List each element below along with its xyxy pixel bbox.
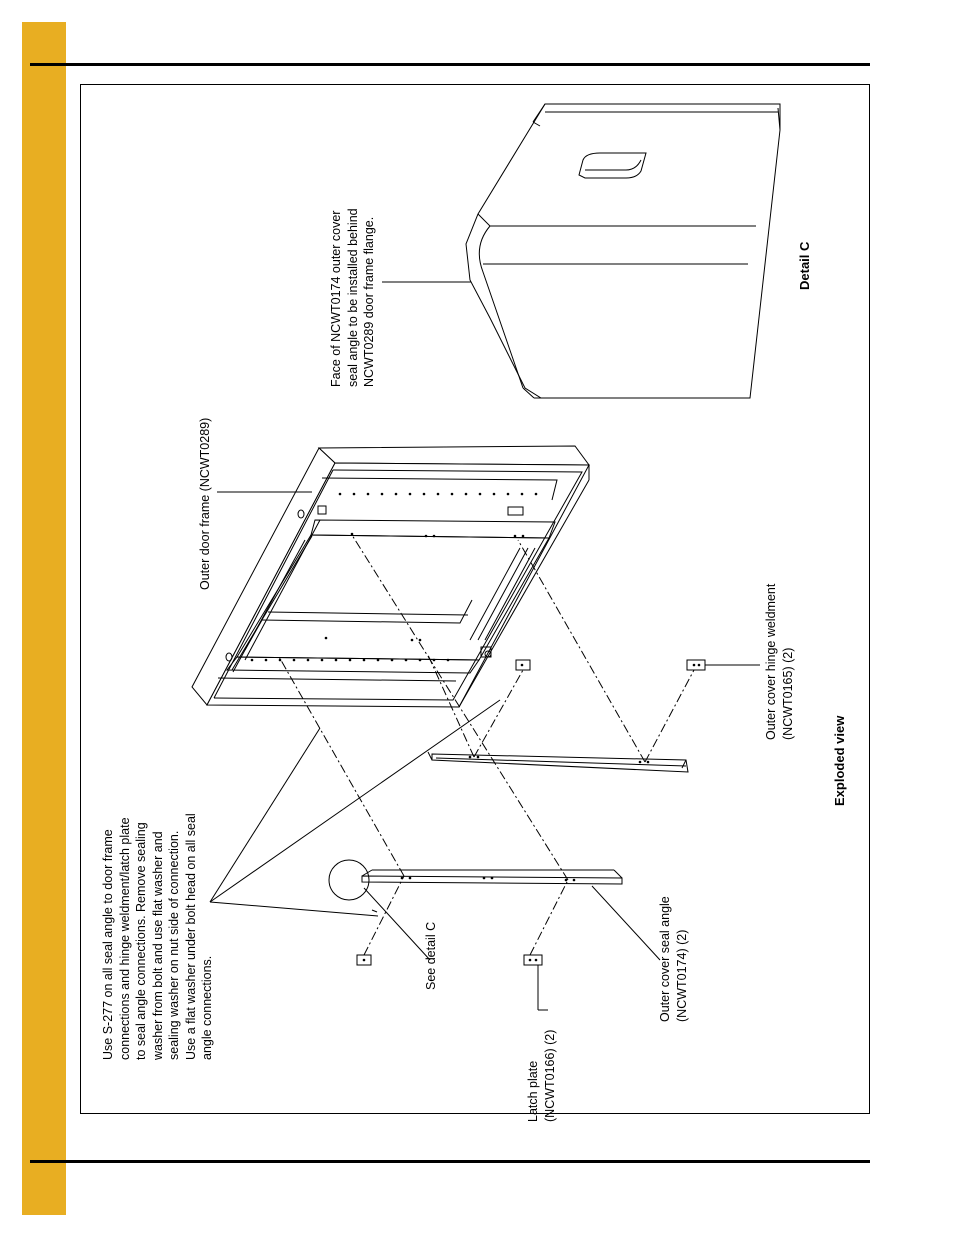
seal-angle-instructions-note: Use S-277 on all seal angle to door frame connections and hinge weldment/latch plate to seal angle connections. Remove sealing washer from bolt and use flat washer and sealing washer on nut side of connection. Use a flat washer under bolt head on all seal angle connections. — [101, 813, 214, 1060]
door-frame-label: Outer door frame (NCWT0289) — [198, 417, 212, 590]
part-bolt-holes — [363, 664, 701, 962]
outer-door-frame-drawing — [192, 446, 589, 707]
exploded-view-caption: Exploded view — [832, 715, 847, 806]
detail-c-drawing — [466, 104, 780, 398]
hinge-weldment-label: Outer cover hinge weldment (NCWT0165) (2) — [764, 583, 795, 740]
latch-plate-label: Latch plate (NCWT0166) (2) — [526, 1029, 557, 1122]
detail-c-caption: Detail C — [797, 241, 812, 290]
see-detail-label: See detail C — [424, 921, 438, 990]
detail-c-note: Face of NCWT0174 outer cover seal angle to be installed behind NCWT0289 door frame flange. — [329, 208, 376, 387]
seal-angle-label: Outer cover seal angle (NCWT0174) (2) — [658, 896, 689, 1022]
